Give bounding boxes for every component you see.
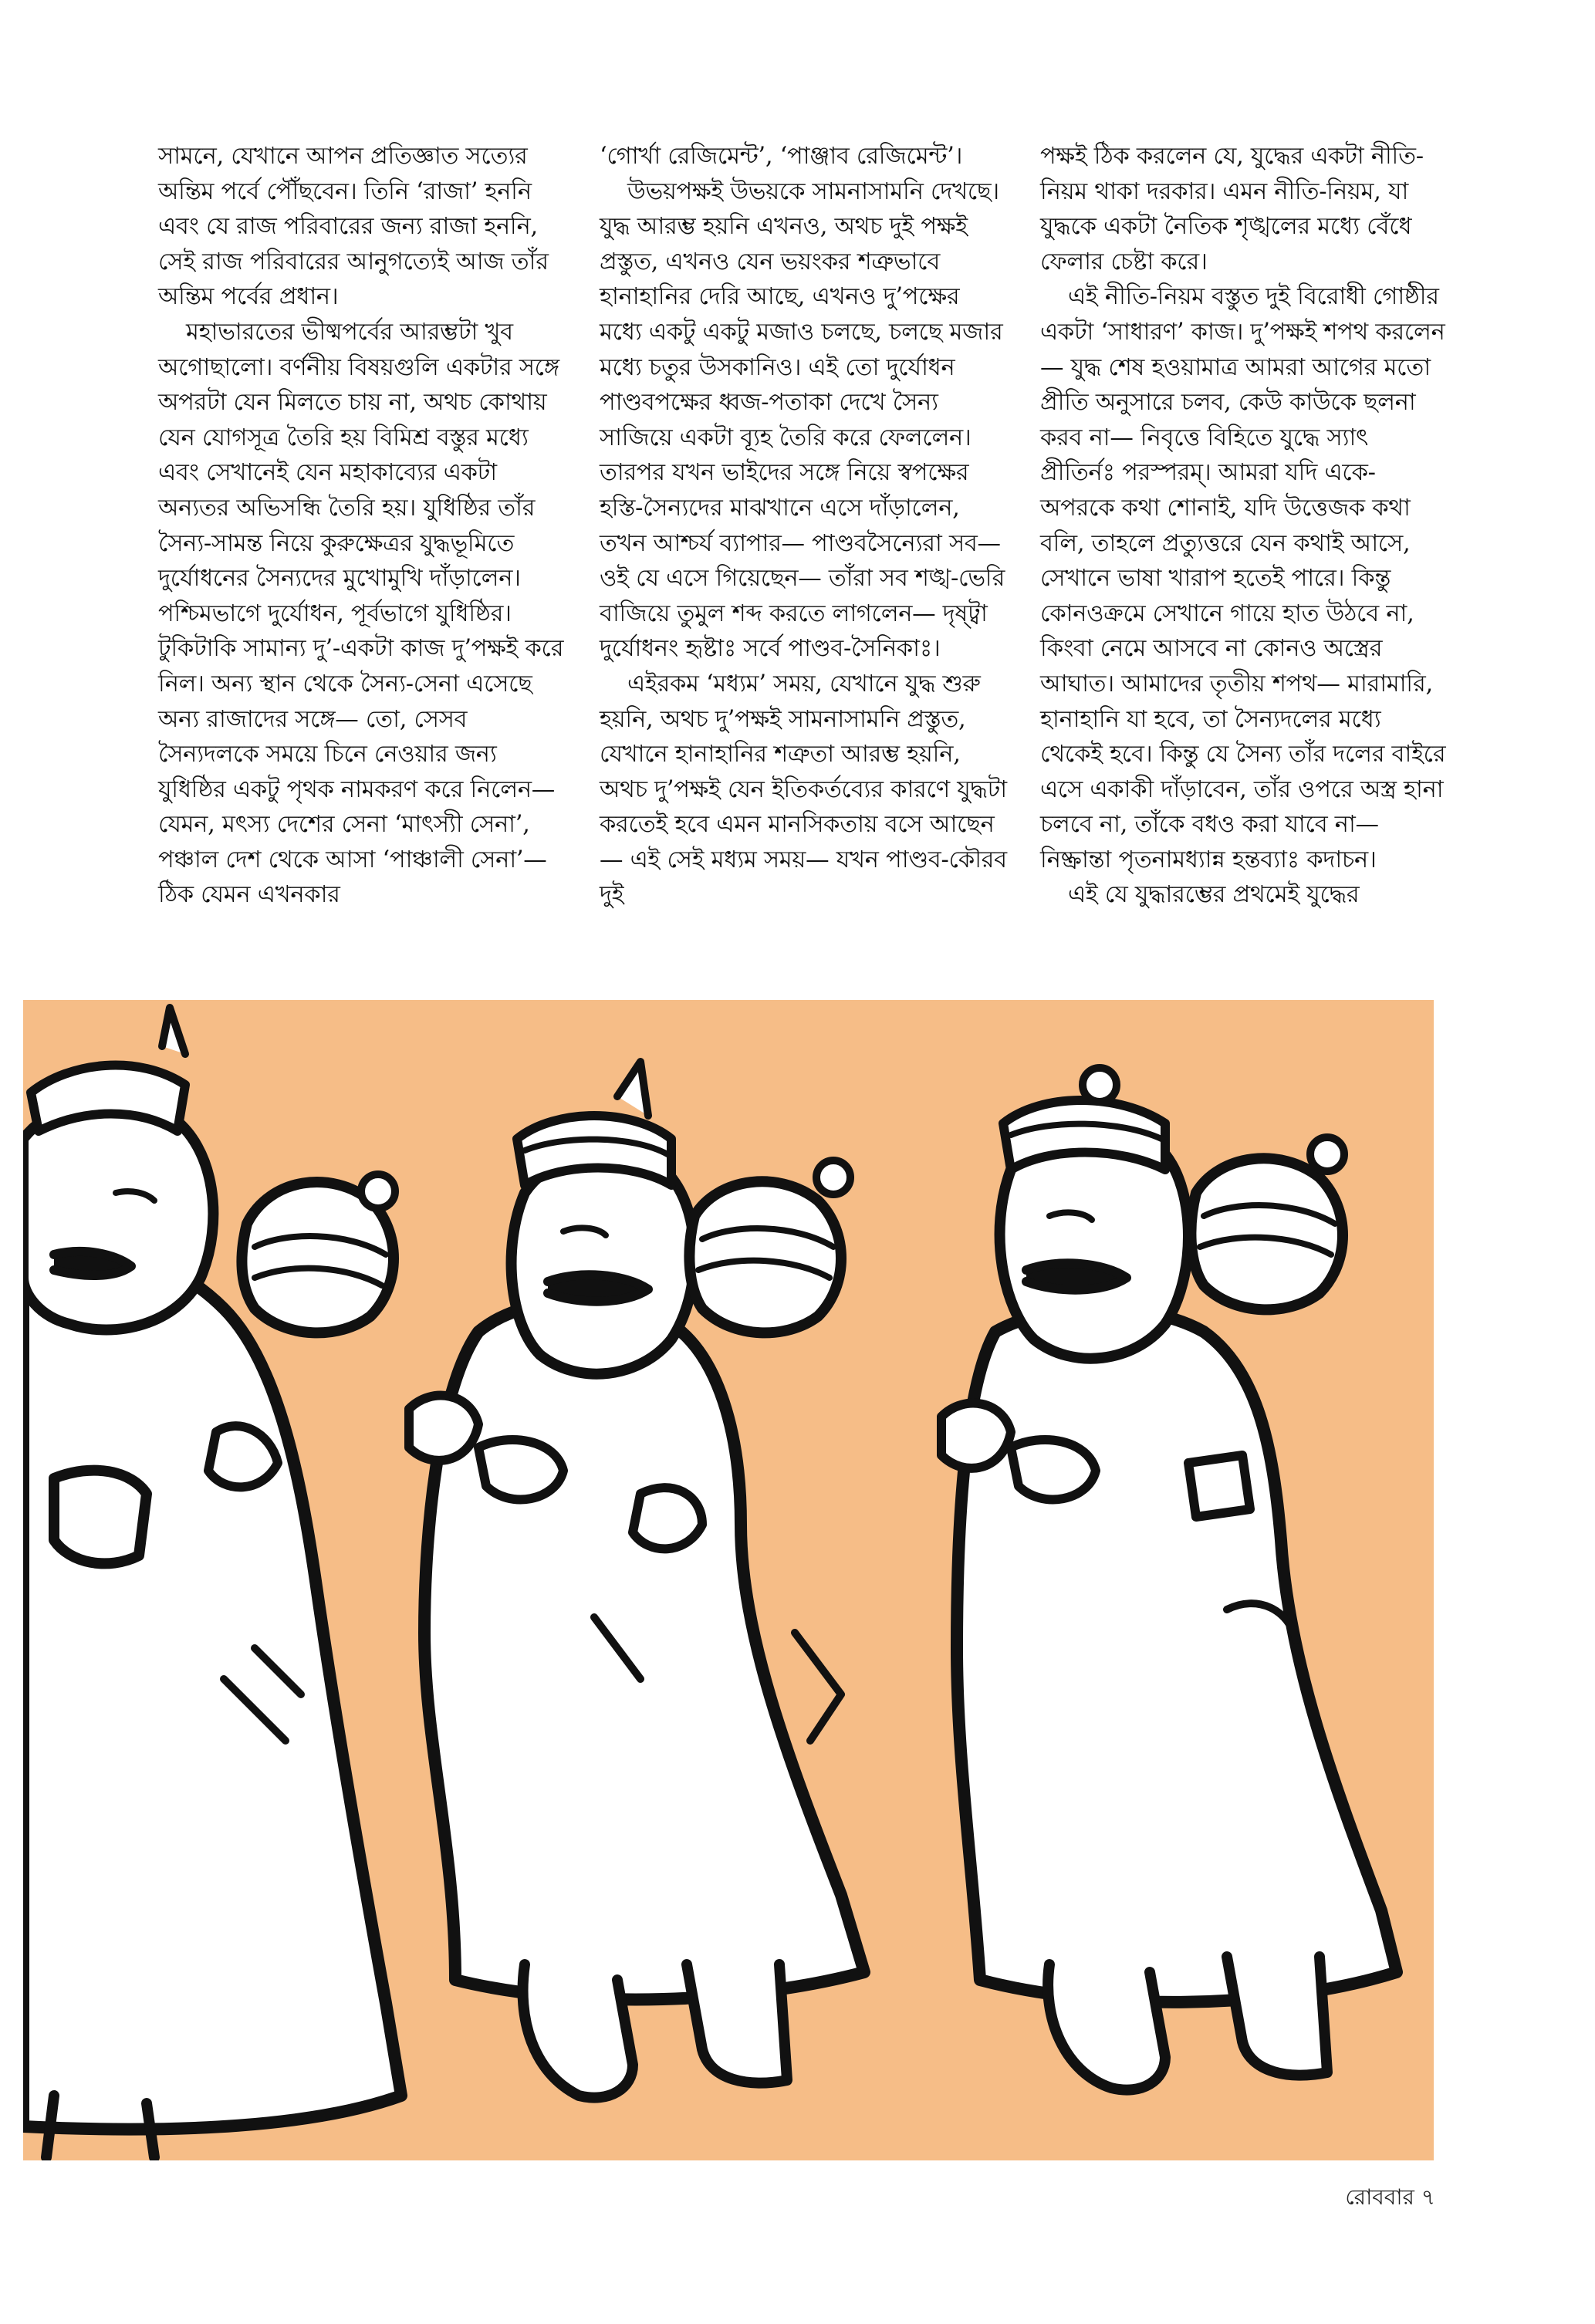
paragraph: মহাভারতের ভীষ্মপর্বের আরম্ভটা খুব অগোছালো। বর্ণনীয় বিষয়গুলি একটার সঙ্গে অপরটা যেন মিলতে চায় না, অথচ কোথায় যেন যোগসূত্র তৈরি হয় বিমিশ্র বস্তুর মধ্যে এবং সেখানেই যেন মহাকাব্যের একটা অন্যতর অভিসন্ধি তৈরি হয়। যুধিষ্ঠির তাঁর সৈন্য-সামন্ত নিয়ে কুরুক্ষেত্রর যুদ্ধভূমিতে দুর্যোধনের সৈন্যদের মুখোমুখি দাঁড়ালেন। পশ্চিমভাগে দুর্যোধন, পূর্বভাগে যুধিষ্ঠির। টুকিটাকি সামান্য দু’-একটা কাজ দু’পক্ষই করে নিল। অন্য স্থান থেকে সৈন্য-সেনা এসেছে অন্য রাজাদের সঙ্গে— তো, সেসব সৈন্যদলকে সময়ে চিনে নেওয়ার জন্য যুধিষ্ঠির একটু পৃথক নামকরণ করে নিলেন— যেমন, মৎস্য দেশের সেনা ‘মাৎস্যী সেনা’, পঞ্চাল দেশ থেকে আসা ‘পাঞ্চালী সেনা’— ঠিক যেমন এখনকার (158, 318, 564, 909)
page-folio: রোববার ৭ (1345, 2184, 1435, 2210)
paragraph: সামনে, যেখানে আপন প্রতিজ্ঞাত সত্যের অন্তিম পর্বে পৌঁছবেন। তিনি ‘রাজা’ হননি এবং যে রাজ পরিবারের জন্য রাজা হননি, সেই রাজ পরিবারের আনুগত্যেই আজ তাঁর অন্তিম পর্বের প্রধান। (158, 143, 549, 311)
paragraph: ‘গোর্খা রেজিমেন্ট’, ‘পাঞ্জাব রেজিমেন্ট’। (600, 143, 963, 170)
paragraph: এই যে যুদ্ধারম্ভের প্রথমেই যুদ্ধের (1068, 881, 1360, 909)
text-column-3 (1040, 139, 1449, 913)
paragraph: এইরকম ‘মধ্যম’ সময়, যেখানে যুদ্ধ শুরু হয়নি, অথচ দু’পক্ষই সামনাসামনি প্রস্তুত, যেখানে হানাহানির শত্রুতা আরম্ভ হয়নি, অথচ দু’পক্ষই যেন ইতিকর্তব্যের কারণে যুদ্ধটা করতেই হবে এমন মানসিকতায় বসে আছেন— এই সেই মধ্যম সময়— যখন পাণ্ডব-কৌরব দুই (600, 670, 1007, 909)
paragraph: এই নীতি-নিয়ম বস্তুত দুই বিরোধী গোষ্ঠীর একটা ‘সাধারণ’ কাজ। দু’পক্ষই শপথ করলেন— যুদ্ধ শেষ হওয়ামাত্র আমরা আগের মতো প্রীতি অনুসারে চলব, কেউ কাউকে ছলনা করব না— নিবৃত্তে বিহিতে যুদ্ধে স্যাৎ প্রীতির্নঃ পরস্পরম্। আমরা যদি একে-অপরকে কথা শোনাই, যদি উত্তেজক কথা বলি, তাহলে প্রত্যুত্তরে যেন কথাই আসে, সেখানে ভাষা খারাপ হতেই পারে। কিন্তু কোনওক্রমে সেখানে গায়ে হাত উঠবে না, কিংবা নেমে আসবে না কোনও অস্ত্রের আঘাত। আমাদের তৃতীয় শপথ— মারামারি, হানাহানি যা হবে, তা সৈন্যদলের মধ্যে থেকেই হবে। কিন্তু যে সৈন্য তাঁর দলের বাইরে এসে একাকী দাঁড়াবেন, তাঁর ওপরে অস্ত্র হানা চলবে না, তাঁকে বধও করা যাবে না— নিষ্ক্রান্তা পৃতনামধ্যান্ন হন্তব্যাঃ কদাচন। (1040, 283, 1446, 873)
paragraph: পক্ষই ঠিক করলেন যে, যুদ্ধের একটা নীতি-নিয়ম থাকা দরকার। এমন নীতি-নিয়ম, যা যুদ্ধকে একটা নৈতিক শৃঙ্খলের মধ্যে বেঁধে ফেলার চেষ্টা করে। (1040, 143, 1424, 275)
illustration-soldiers (23, 1000, 1434, 2160)
text-column-1 (158, 139, 567, 913)
text-column-2 (600, 139, 1009, 913)
paragraph: উভয়পক্ষই উভয়কে সামনাসামনি দেখছে। যুদ্ধ আরম্ভ হয়নি এখনও, অথচ দুই পক্ষই প্রস্তুত, এখনও যেন ভয়ংকর শত্রুভাবে হানাহানির দেরি আছে, এখনও দু’পক্ষের মধ্যে একটু একটু মজাও চলছে, চলছে মজার মধ্যে চতুর উসকানিও। এই তো দুর্যোধন পাণ্ডবপক্ষের ধ্বজ-পতাকা দেখে সৈন্য সাজিয়ে একটা ব্যূহ তৈরি করে ফেললেন। তারপর যখন ভাইদের সঙ্গে নিয়ে স্বপক্ষের হস্তি-সৈন্যদের মাঝখানে এসে দাঁড়ালেন, তখন আশ্চর্য ব্যাপার— পাণ্ডবসৈন্যেরা সব— ওই যে এসে গিয়েছেন— তাঁরা সব শঙ্খ-ভেরি বাজিয়ে তুমুল শব্দ করতে লাগলেন— দৃষ্ট্বা দুর্যোধনং হৃষ্টাঃ সর্বে পাণ্ডব-সৈনিকাঃ। (600, 177, 1005, 663)
